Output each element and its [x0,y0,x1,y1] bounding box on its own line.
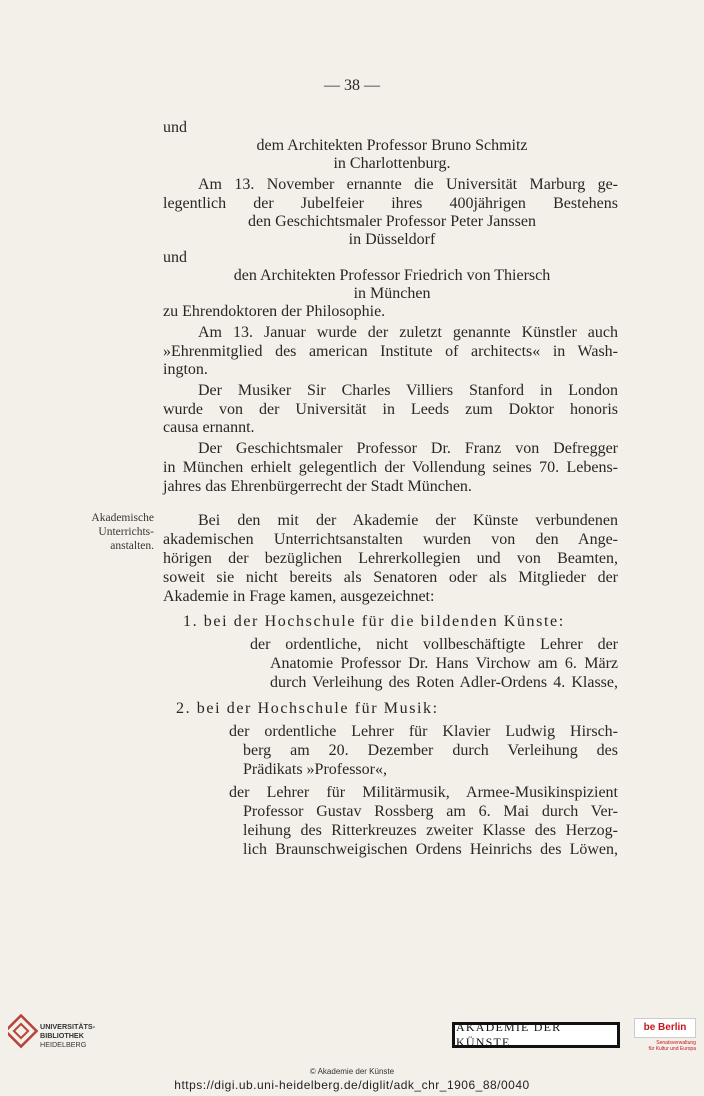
text-line: berg am 20. Dezember durch Verleihung des [243,742,618,759]
text-line: Professor Gustav Rossberg am 6. Mai durch Ver- [243,803,618,820]
text-line: hörigen der bezüglichen Lehrerkollegien und von Beamten, [163,550,618,567]
margin-note-line: Akademische [91,512,154,524]
berlin-logo [634,1018,696,1054]
text-line: in Charlottenburg. [333,155,451,172]
text-line: Prädikats »Professor«, [243,761,387,778]
text-line: jahres das Ehrenbürgerrecht der Stadt München. [163,478,472,495]
text-line: und [163,249,187,266]
margin-note-line: anstalten. [110,540,154,552]
library-line: HEIDELBERG [40,1040,87,1049]
adk-logo [452,1022,620,1048]
list-heading: 1. bei der Hochschule für die bildenden Künste: [183,613,565,630]
text-line: den Architekten Professor Friedrich von Thiersch [233,267,551,284]
university-library-logo-icon [8,1014,38,1054]
berlin-sub-line: Senatsverwaltung [656,1040,696,1046]
text-line: causa ernannt. [163,419,255,436]
text-line: Am 13. Januar wurde der zuletzt genannte Künstler auch [198,324,618,341]
text-line: zu Ehrendoktoren der Philosophie. [163,303,386,320]
page-number: — 38 — [324,77,380,94]
text-line: in Düsseldorf [348,231,436,248]
berlin-logo-text: be Berlin [634,1018,696,1038]
text-line: der Lehrer für Militärmusik, Armee-Musikinspizient [229,784,618,801]
text-line: »Ehrenmitglied des american Institute of architects« in Wash- [163,343,618,360]
text-line: und [163,119,187,136]
copyright: © Akademie der Künste [309,1067,395,1076]
text-line: Akademie in Frage kamen, ausgezeichnet: [163,588,435,605]
berlin-sub-line: für Kultur und Europa [648,1046,696,1052]
adk-logo-text: AKADEMIE DER KÜNSTE [455,1025,617,1045]
text-line: der ordentliche, nicht vollbeschäftigte Lehrer der [250,636,618,653]
text-line: dem Architekten Professor Bruno Schmitz [256,137,528,154]
text-line: akademischen Unterrichtsanstalten wurden von den Ange- [163,531,618,548]
source-url[interactable]: https://digi.ub.uni-heidelberg.de/diglit/adk_chr_1906_88/0040 [174,1078,530,1092]
list-heading: 2. bei der Hochschule für Musik: [176,700,439,717]
text-line: lich Braunschweigischen Ordens Heinrichs des Löwen, [243,841,618,858]
text-line: in München [353,285,431,302]
text-line: Anatomie Professor Dr. Hans Virchow am 6. März [270,655,618,672]
text-line: leihung des Ritterkreuzes zweiter Klasse des Herzog- [243,822,618,839]
text-line: den Geschichtsmaler Professor Peter Janssen [248,213,536,230]
text-line: legentlich der Jubelfeier ihres 400jährigen Bestehens [163,195,618,212]
text-line: Bei den mit der Akademie der Künste verbundenen [198,512,618,529]
text-line: Der Musiker Sir Charles Villiers Stanford in London [198,382,618,399]
margin-note [60,511,154,553]
library-line: UNIVERSITÄTS- [40,1022,96,1031]
text-line: Der Geschichtsmaler Professor Dr. Franz von Defregger [198,440,618,457]
text-line: in München erhielt gelegentlich der Vollendung seines 70. Lebens- [163,459,618,476]
text-line: Am 13. November ernannte die Universität Marburg ge- [198,176,618,193]
text-line: soweit sie nicht bereits als Senatoren oder als Mitglieder der [163,569,618,586]
text-line: der ordentliche Lehrer für Klavier Ludwig Hirsch- [229,723,618,740]
text-line: ington. [163,361,208,378]
text-line: durch Verleihung des Roten Adler-Ordens 4. Klasse, [270,674,618,691]
university-library-name [40,1022,95,1049]
text-line: wurde von der Universität in Leeds zum Doktor honoris [163,401,618,418]
library-line: BIBLIOTHEK [40,1031,84,1040]
margin-note-line: Unterrichts- [98,526,154,538]
